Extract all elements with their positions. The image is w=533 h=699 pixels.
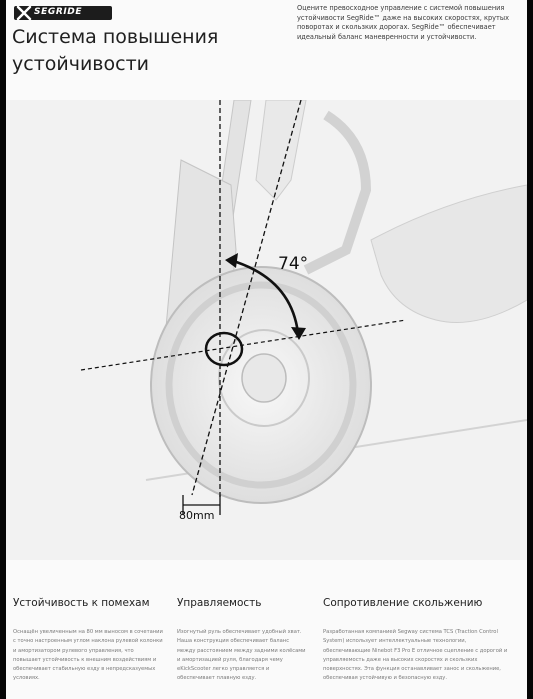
segride-logo xyxy=(14,6,112,20)
feature-disturbance-resistance xyxy=(13,597,163,684)
feature-slip-resistance xyxy=(323,597,513,684)
page xyxy=(6,0,527,699)
feature-title: Управляемость xyxy=(177,597,262,609)
feature-handling xyxy=(177,597,307,684)
feature-title: Сопротивление скольжению xyxy=(323,597,483,609)
angle-label: 74° xyxy=(278,254,309,274)
scooter-wheel-illustration xyxy=(6,100,527,560)
feature-text: Оснащён увеличенным на 80 мм выносом в сочетании с точно настроенным углом наклона рулевой колонки и амортизатором рулевого управления, что повышает устойчивость к внешним воздействиям и обеспечивает стабильную езду в непредсказуемых условиях. xyxy=(13,629,163,682)
feature-title: Устойчивость к помехам xyxy=(13,597,150,609)
page-title xyxy=(12,24,242,78)
x-logo-icon xyxy=(16,6,32,20)
feature-text: Изогнутый руль обеспечивает удобный хват. Наша конструкция обеспечивает баланс между расстоянием между задними колёсами и амортизацией руля, благодаря чему eKickScooter легко управляется и обеспечивает плавную езду. xyxy=(177,629,306,682)
feature-text: Разработанная компанией Segway система TCS (Traction Control System) использует интеллектуальные технологии, обеспечивающие Ninebot F3 Pro E отличное сцепление с дорогой и управляемость даже на высоких скоростях и скользких поверхностях. Эта функция останавливает занос и скольжение, обеспечивая устойчивую и безопасную езду. xyxy=(323,629,508,682)
logo-text: SEGRIDE xyxy=(34,7,83,17)
title-line-1: Система повышения xyxy=(12,26,219,48)
intro-text: Оцените превосходное управление с системой повышения устойчивости SegRide™ даже на высоких скоростях, крутых поворотах и скользких дорогах. SegRide™ обеспечивает идеальный баланс маневренности и устойчивости. xyxy=(297,4,509,41)
offset-label: 80mm xyxy=(179,509,215,522)
title-line-2: устойчивости xyxy=(12,53,149,75)
